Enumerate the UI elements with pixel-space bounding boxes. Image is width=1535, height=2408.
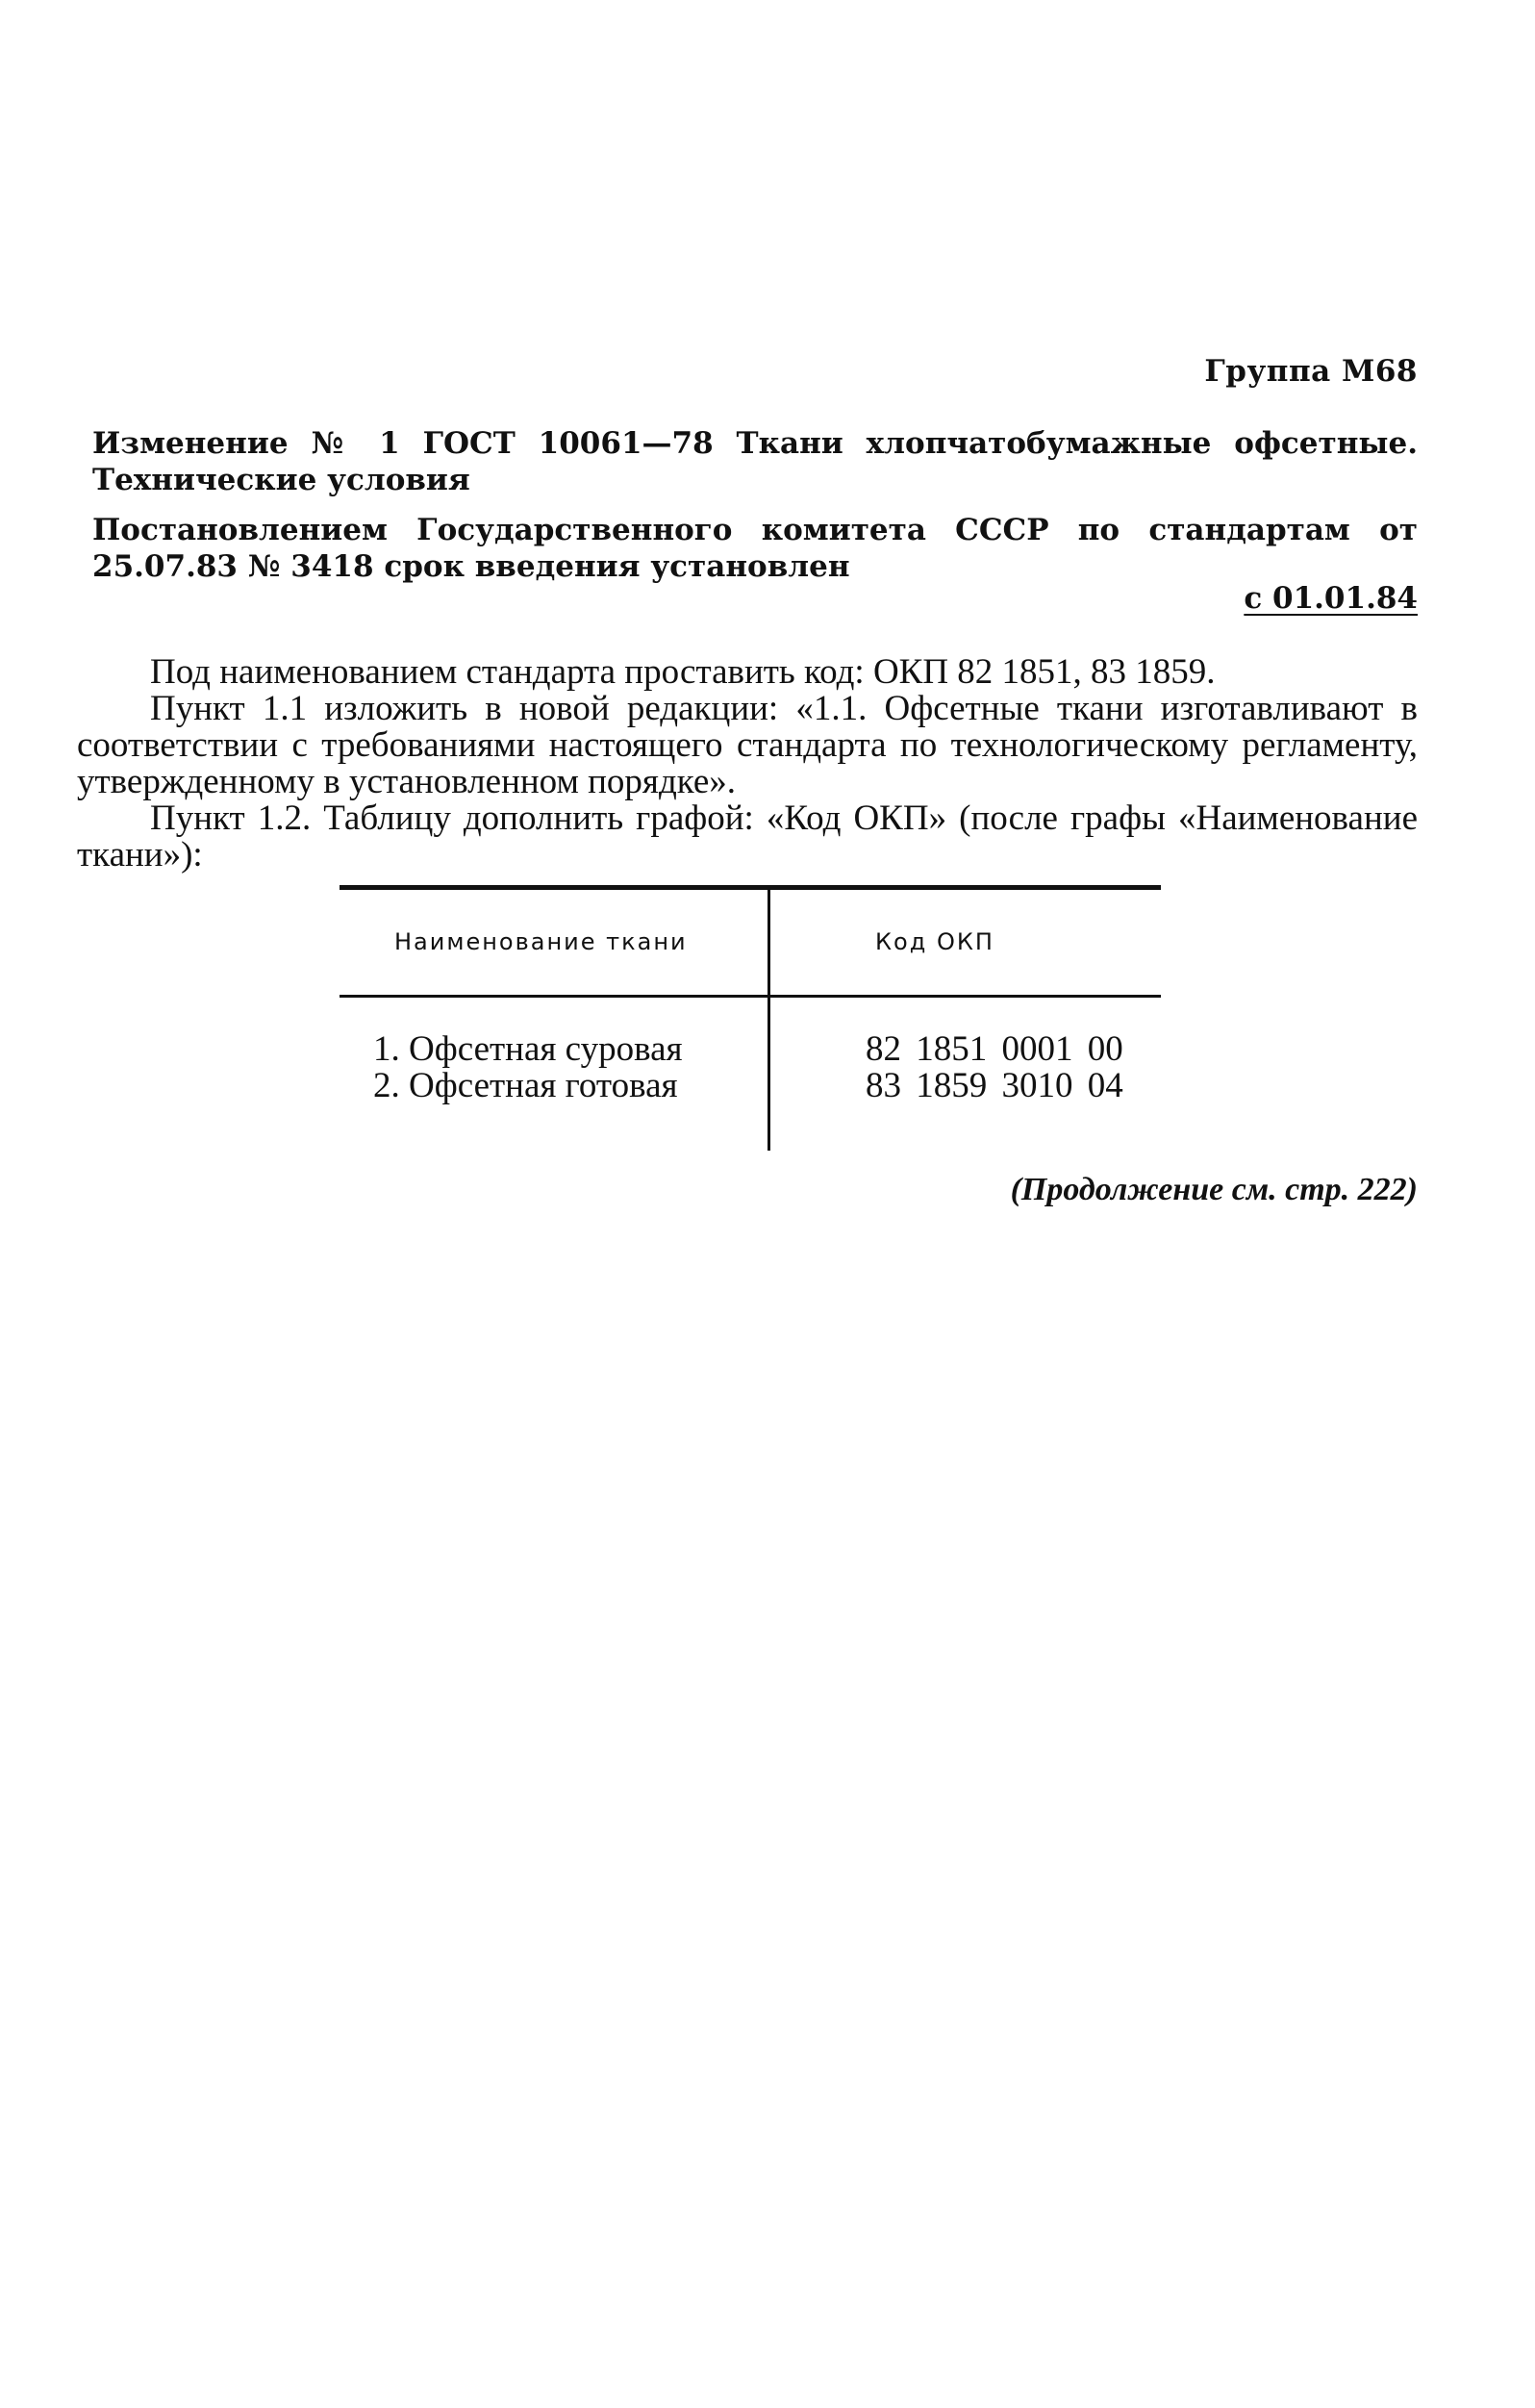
table-header-name: Наименование ткани: [394, 928, 688, 955]
table-row-1-code: 82 1851 0001 00: [866, 1029, 1123, 1069]
paragraph-clause-1-2: Пункт 1.2. Таблицу дополнить графой: «Код ОКП» (после графы «Наименование ткани»):: [77, 798, 1418, 874]
continuation-note: (Продолжение см. стр. 222): [1010, 1172, 1418, 1207]
amendment-title: Изменение № 1 ГОСТ 10061—78 Ткани хлопчатобумажные офсетные. Технические условия: [92, 426, 1418, 497]
table-column-divider: [768, 889, 770, 1151]
effective-date: с 01.01.84: [1244, 581, 1418, 616]
table-top-rule: [340, 885, 1161, 890]
table-header-code: Код ОКП: [875, 928, 994, 955]
resolution-text: Постановлением Государственного комитета СССР по стандартам от 25.07.83 № 3418 срок введения установлен: [92, 513, 1418, 584]
table-header-rule: [340, 995, 1161, 998]
table-row-1-name: 1. Офсетная суровая: [373, 1029, 683, 1069]
body-text: [77, 654, 1418, 874]
group-label: Группа М68: [1204, 354, 1418, 389]
table-row-2-code: 83 1859 3010 04: [866, 1066, 1123, 1105]
paragraph-okp-code: Под наименованием стандарта проставить код: ОКП 82 1851, 83 1859.: [150, 652, 1216, 692]
paragraph-clause-1-1: Пункт 1.1 изложить в новой редакции: «1.1. Офсетные ткани изготавливают в соответствии с требованиями настоящего стандарта по технологическому регламенту, утвержденному в установленном порядке».: [77, 689, 1418, 801]
table-row-2-name: 2. Офсетная готовая: [373, 1066, 678, 1105]
